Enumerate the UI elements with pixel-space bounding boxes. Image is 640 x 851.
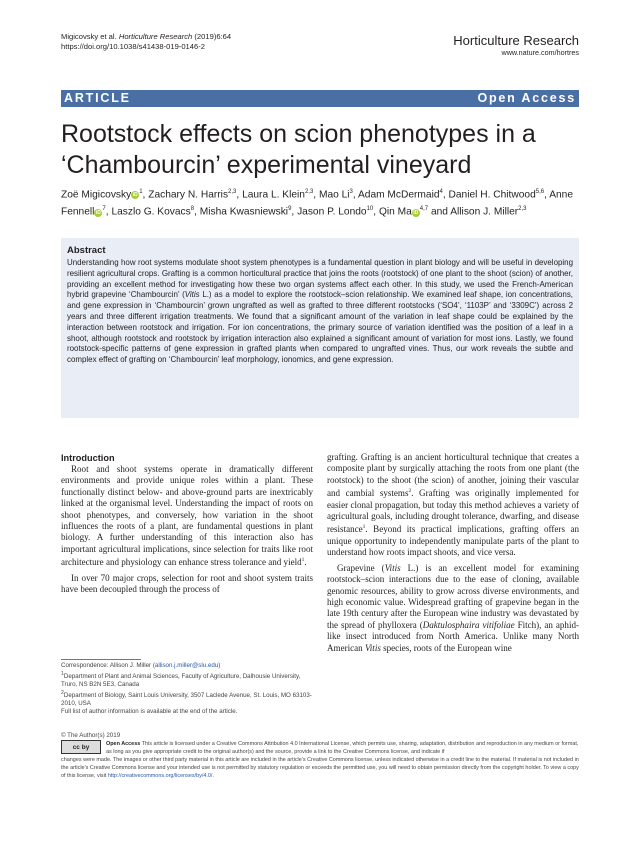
open-access-label: Open Access [477,91,576,105]
correspondence-block [61,662,313,716]
license-text-continued: changes were made. The images or other third party material in this article are included in the article’s Creative Commons license, unless indicated otherwise in a credit line to the material. If material is not included in the article’s Creative Commons license and your intended use is not permitted by statutory regulation or exceeds the permitted use, you will need to obtain permission directly from the copyright holder. To view a copy of this license, visit http://creativecommons.org/licenses/by/4.0/. [61,757,579,780]
abstract-text: Understanding how root systems modulate shoot system phenotypes is a fundamental question in plant biology and will be useful in developing resilient agricultural crops. Grafting is a common horticultural practice that joins the roots (rootstock) of one plant to the shoot (scion) of another, providing an excellent method for investigating how these two organ systems affect each other. In this study, we used the French-American hybrid grapevine ‘Chambourcin’ (Vitis L.) as a model to explore the rootstock–scion relationship. We examined leaf shape, ion concentrations, and gene expression in ‘Chambourcin’ grown ungrafted as well as grafted to three different rootstocks (‘SO4’, ‘1103P’ and ‘3309C’) across 2 years and three different irrigation treatments. We found that a significant amount of the variation in leaf shape could be explained by the interaction between rootstock and irrigation. For ion concentrations, the primary source of variation identified was the position of a leaf in a shoot, although rootstock and rootstock by irrigation interaction also explained a significant amount of variation for most ions. Lastly, we found rootstock-specific patterns of gene expression in grafted plants when compared to ungrafted vines. Thus, our work reveals the subtle and complex effect of grafting on ‘Chambourcin’ leaf morphology, ionomics, and gene expression. [67,258,573,365]
orcid-icon[interactable]: iD [95,209,101,216]
intro-p1-text: Root and shoot systems operate in dramatically different environments and provide unique roles within a plant. These functionally distinct below- and above-ground parts are inextricably linked at the organismal level. Understanding the impact of roots on shoot phenotypes, and conversely, how variation in the shoot influences the roots of a plant, are fundamental questions in plant biology. A further understanding of this interaction also has important agricultural implications, since selection for traits like root architecture and physiology can enhance stress tolerance and yield [61,464,313,568]
orcid-icon[interactable]: iD [132,192,138,199]
affiliation-ref: 7 [102,206,106,213]
affiliation-ref: 8 [190,206,195,213]
affiliation-ref: 9 [288,206,292,213]
affiliation-1-text: Department of Plant and Animal Sciences, Faculty of Agriculture, Dalhousie University, Truro, NS B2N 5E3, Canada [61,673,301,689]
article-title: Rootstock effects on scion phenotypes in a ‘Chambourcin’ experimental vineyard [61,120,536,179]
abstract-heading: Abstract [67,245,106,256]
affiliation-ref: 2,3 [518,206,527,213]
affiliation-1: $^1$Department of Plant and Animal Sciences, Faculty of Agriculture, Dalhousie University, Truro, NS B2N 5E3, Canada [61,671,301,689]
intro-r1a-text: grafting. Grafting is an ancient horticultural technique that creates a composite plant by surgically attaching the roots from one plant (the rootstock) to the shoot (the scion) of another, joining their vascular and cambial systems [327,452,579,499]
affiliation-ref: 4,7 [419,206,429,213]
journal-site-link[interactable]: www.nature.com/hortres [501,48,579,57]
author-name: Zoë Migicovsky [61,189,132,201]
author-name: Zachary N. Harris [148,189,229,201]
author-name: Laura L. Klein [242,189,305,201]
intro-paragraph-4: Grapevine (Vitis L.) is an excellent model for examining rootstock–scion interactions due to the ease of cloning, available genomic resources, ability to grow across diverse environments, and high economic value. Widespread grafting of grapevine began in the late 19th century after the European wine industry was devastated by the spread of phylloxera (Daktulosphaira vitifoliae Fitch), an aphid-like insect introduced from North America. Unlike many North American Vitis species, roots of the European wine [327,562,580,653]
author-info-note: Full list of author information is available at the end of the article. [61,708,238,716]
footnote-rule [61,659,141,660]
affiliation-ref: 5,6 [535,189,545,195]
author-name: Mao Li [318,189,350,201]
doi-link[interactable]: https://doi.org/10.1038/s41438-019-0146-2 [61,42,205,51]
affiliation-2: $^2$Department of Biology, Saint Louis University, 3507 Laclede Avenue, St. Louis, MO 63103-2010, USA [61,690,312,708]
license-url-link[interactable]: http://creativecommons.org/licenses/by/4.0/ [107,773,213,780]
affiliation-ref: 4 [439,189,443,195]
author-name: Qin Ma [378,206,412,218]
journal-name: Horticulture Research [453,33,579,48]
intro-paragraph-2: In over 70 major crops, selection for root and shoot system traits have been decoupled through the process of [61,572,313,595]
article-banner [61,90,579,107]
intro-paragraph-3 [327,452,579,559]
correspondence-label: Correspondence: Allison J. Miller ( [61,662,155,669]
affiliation-ref: 1 [139,189,143,195]
citation-ref[interactable]: 1 [301,557,305,564]
abstract-box [61,238,579,418]
copyright-line: © The Author(s) 2019 [61,732,121,739]
citation-line [61,32,231,42]
author-name: Jason P. Londo [297,206,367,218]
author-name: Adam McDermaid [357,189,440,201]
author-list: Zoë Migicovsky $iD^1$, Zachary N. Harris$^{2,3}$, Laura L. Klein$^{2,3}$, Mao Li$^3$, Adam McDermaid$^4$, Daniel H. Chitwood$^{5,6}$, Anne Fennell $iD^7$, Laszlo G. Kovacs$^8$, Misha Kwasniewski$^9$, Jason P. Londo$^{10}$, Qin Ma iD$^{4,7}$ and Allison J. Miller$^{2,3}$ [61,189,573,218]
license-text-2: changes were made. The images or other third party material in this article are included in the article’s Creative Commons license, unless indicated otherwise in a credit line to the material. If material is not included in the article’s Creative Commons license and your intended use is not permitted by statutory regulation or exceeds the permitted use, you will need to obtain permission directly from the copyright holder. To view a copy of this license, visit [61,757,579,780]
author-name: Daniel H. Chitwood [448,189,536,201]
author-name: Laszlo G. Kovacs [111,206,191,218]
affiliation-ref: 2,3 [304,189,314,195]
citation-ref[interactable]: 2 [408,488,412,495]
correspondence-line [61,662,313,670]
intro-r1b-text: . Grafting was originally implemented for easier clonal propagation, but today this method achieves a variety of agricultural goals, including drought tolerance, dwarfing, and disease resistance [327,488,579,535]
open-access-label-footer: Open Access [106,741,141,747]
affiliation-ref: 2,3 [228,189,237,195]
correspondence-email-link[interactable]: allison.j.miller@slu.edu [154,662,219,669]
running-header [61,32,231,52]
journal-masthead [453,34,579,58]
citation-ref[interactable]: 1 [362,524,366,531]
cc-by-license-icon[interactable]: cc by [61,740,101,754]
affiliation-ref: 3 [349,189,353,195]
correspondence-close: ) [218,662,221,669]
intro-r1c-text: . Beyond its practical implications, grafting offers an unique opportunity to independently manipulate parts of the plant to understand how roots impact shoots, and vice versa. [327,524,579,558]
affiliation-2-text: Department of Biology, Saint Louis University, 3507 Laclede Avenue, St. Louis, MO 63103-2010, USA [61,692,312,708]
author-name: Misha Kwasniewski [199,206,289,218]
license-text-1: This article is licensed under a Creative Commons Attribution 4.0 International License, which permits use, sharing, adaptation, distribution and reproduction in any medium or format, as long as you give appropriate credit to the original author(s) and the source, provide a link to the Creative Commons license, and indicate if [106,741,579,756]
citation-volume: (2019)6:64 [192,32,232,41]
affiliation-ref: 10 [366,206,374,213]
intro-paragraph-1: Root and shoot systems operate in dramatically different environments and provide unique roles within a plant. These functionally distinct below- and above-ground parts are inextricably linked at the organismal level. Understanding the impact of roots on shoot phenotypes, and conversely, how variation in the shoot influences the roots of a plant, are fundamental questions in plant biology. A further understanding of this interaction also has important agricultural implications, since selection for traits like root architecture and physiology can enhance stress tolerance and yield$^1$. [61,464,313,568]
citation-authors: Migicovsky et al. [61,32,117,41]
author-name: Anne Fennell [61,189,573,218]
citation-journal: Horticulture Research [118,32,193,41]
orcid-icon[interactable]: iD [413,209,419,216]
right-column [327,452,579,654]
author-name: Allison J. Miller [450,206,519,218]
article-type-label: ARTICLE [64,91,131,105]
left-column [61,452,313,595]
license-text [106,740,580,756]
introduction-heading: Introduction [61,453,115,463]
